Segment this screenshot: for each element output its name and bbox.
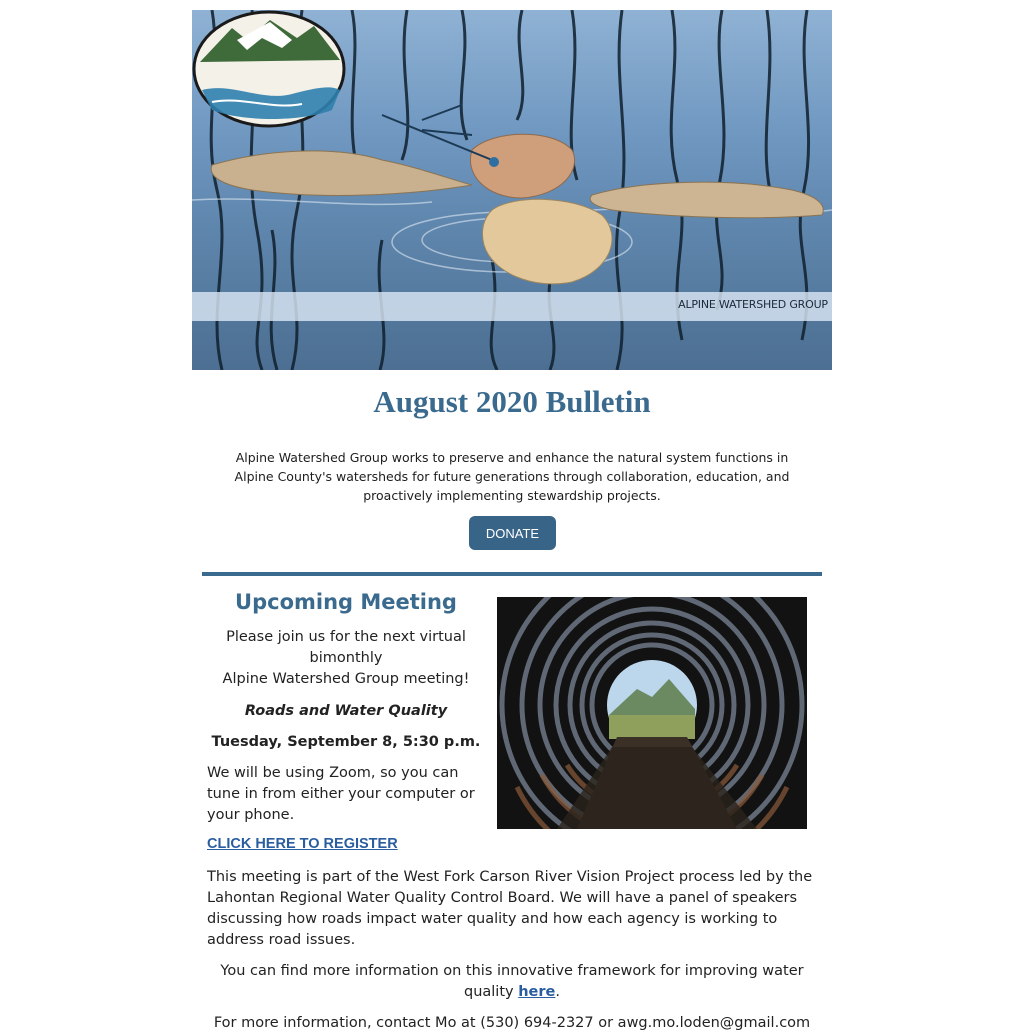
culvert-photo: [497, 597, 807, 829]
culvert-tunnel-illustration: [497, 597, 807, 829]
upcoming-meeting-heading: Upcoming Meeting: [235, 590, 457, 614]
invite-line-1: Please join us for the next virtual bimonthly: [226, 629, 466, 666]
more-info-prefix: You can find more information on this innovative framework for improving water quality: [220, 963, 804, 1000]
hero-banner-image: [192, 10, 832, 370]
section-divider: [202, 572, 822, 576]
register-link[interactable]: CLICK HERE TO REGISTER: [207, 836, 398, 852]
zoom-note: We will be using Zoom, so you can tune in from either your computer or your phone.: [207, 765, 475, 823]
bulletin-title: August 2020 Bulletin: [373, 384, 651, 419]
meeting-date: Tuesday, September 8, 5:30 p.m.: [211, 734, 481, 750]
more-info-link[interactable]: here: [518, 984, 556, 1000]
invite-line-2: Alpine Watershed Group meeting!: [222, 671, 470, 687]
meeting-topic: Roads and Water Quality: [244, 703, 448, 719]
meeting-description: This meeting is part of the West Fork Carson River Vision Project process led by the Lahontan Regional Water Quality Control Board. We will have a panel of speakers discussing how roads impact water quality and how each agency is working to address road issues.: [207, 869, 813, 948]
more-info-suffix: .: [555, 984, 560, 1000]
alpine-watershed-logo: [192, 10, 346, 128]
donate-button[interactable]: DONATE: [469, 516, 556, 550]
logo-wordmark: ALPINE WATERSHED GROUP: [678, 298, 828, 311]
meeting-invite: [207, 627, 485, 690]
more-info-text: [207, 961, 817, 1003]
contact-info: For more information, contact Mo at (530) 694-2327 or awg.mo.loden@gmail.com: [213, 1015, 811, 1031]
mission-statement: Alpine Watershed Group works to preserve and enhance the natural system functions in Alpine County's watersheds for future generations through collaboration, education, and proactively implementing stewardship projects.: [234, 450, 790, 503]
